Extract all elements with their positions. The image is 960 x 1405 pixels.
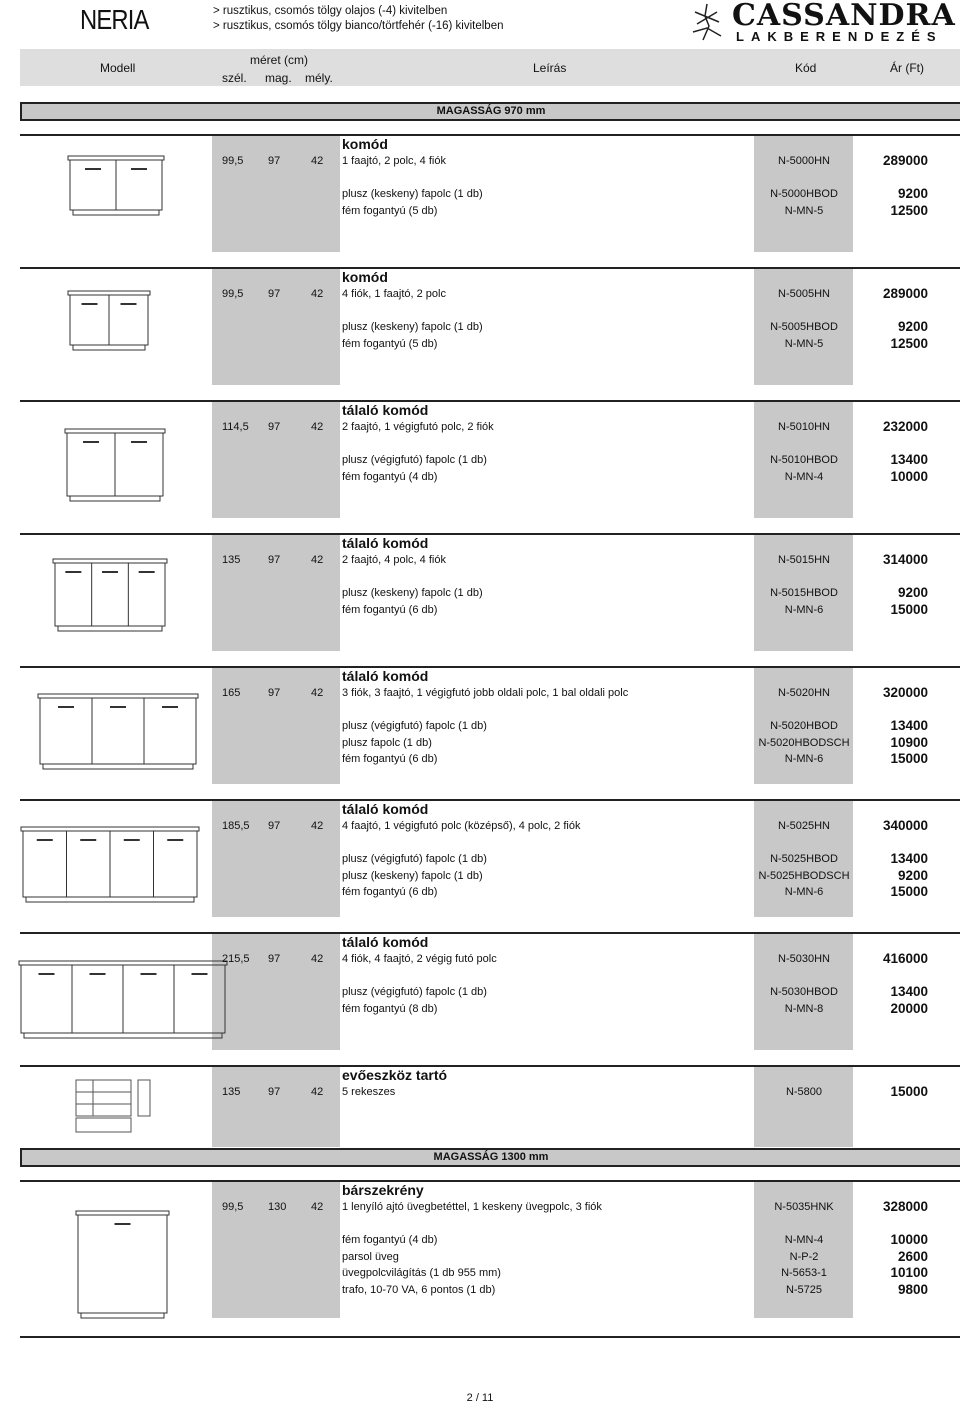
- code-column-bg: [754, 1067, 853, 1147]
- variant-2: > rusztikus, csomós tölgy bianco/törtfehér (-16) kivitelben: [213, 20, 504, 32]
- product-price: 320000: [882, 685, 928, 700]
- header-model: Modell: [100, 61, 136, 75]
- extra-description: fém fogantyú (8 db): [342, 1002, 438, 1015]
- extra-price: 10100: [890, 1265, 928, 1281]
- furniture-drawing-icon: [52, 558, 168, 633]
- extra-price: 10900: [890, 734, 928, 750]
- size-height: 130: [268, 1201, 287, 1213]
- extra-code: N-5005HBOD: [770, 321, 838, 333]
- extra-price: 9200: [897, 186, 928, 201]
- extra-code: N-5010HBOD: [770, 454, 838, 466]
- product-code: N-5020HN: [778, 687, 830, 699]
- size-width: 215,5: [222, 953, 250, 965]
- extra-code: N-5030HBOD: [770, 986, 838, 998]
- product-code: N-5030HN: [778, 953, 830, 965]
- product-description: 5 rekeszes: [342, 1086, 396, 1098]
- extra-description: plusz (keskeny) fapolc (1 db): [342, 321, 483, 333]
- header-width: szél.: [222, 71, 247, 85]
- extra-price: 9800: [897, 1282, 928, 1298]
- size-depth: 42: [311, 554, 324, 566]
- logo-tagline: LAKBERENDEZÉS: [736, 29, 943, 44]
- header-depth: mély.: [305, 71, 333, 85]
- product-title: tálaló komód: [342, 934, 429, 950]
- product-title: tálaló komód: [342, 801, 429, 817]
- extra-code: N-P-2: [789, 1250, 819, 1263]
- extra-description: plusz (keskeny) fapolc (1 db): [342, 587, 483, 599]
- size-depth: 42: [311, 155, 324, 167]
- variant-1: > rusztikus, csomós tölgy olajos (-4) kivitelben: [213, 5, 448, 17]
- product-code: N-5000HN: [778, 155, 830, 167]
- product-price: 289000: [882, 286, 928, 301]
- extra-price: 10000: [890, 1232, 928, 1247]
- size-height: 97: [268, 820, 281, 832]
- size-height: 97: [268, 554, 281, 566]
- size-column-bg: [212, 535, 340, 651]
- extra-code: N-MN-4: [784, 470, 824, 483]
- size-depth: 42: [311, 421, 324, 433]
- size-depth: 42: [311, 953, 324, 965]
- product-price: 340000: [882, 818, 928, 833]
- extra-code: N-5015HBOD: [770, 587, 838, 599]
- extra-price: 2600: [897, 1248, 928, 1264]
- size-height: 97: [268, 953, 281, 965]
- extra-price: 9200: [897, 867, 928, 883]
- size-height: 97: [268, 687, 281, 699]
- size-column-bg: [212, 402, 340, 518]
- extra-code: N-MN-6: [784, 886, 824, 899]
- product-price: 232000: [882, 419, 928, 434]
- product-code: N-5015HN: [778, 554, 830, 566]
- extra-price: 15000: [890, 884, 928, 900]
- product-description: 3 fiók, 3 faajtó, 1 végigfutó jobb oldali polc, 1 bal oldali polc: [342, 687, 629, 699]
- size-column-bg: [212, 801, 340, 917]
- extra-price: 15000: [890, 601, 928, 617]
- group-heading: MAGASSÁG 1300 mm: [20, 1148, 960, 1167]
- product-description: 1 lenyíló ajtó üvegbetéttel, 1 keskeny üvegpolc, 3 fiók: [342, 1201, 602, 1213]
- product-description: 1 faajtó, 2 polc, 4 fiók: [342, 155, 446, 167]
- product-price: 314000: [882, 552, 928, 567]
- size-width: 165: [222, 687, 241, 699]
- extra-code: N-MN-4: [784, 1234, 824, 1246]
- page-number: 2 / 11: [466, 1392, 494, 1404]
- cutlery-tray-drawing-icon: [75, 1078, 155, 1133]
- size-width: 99,5: [222, 1201, 244, 1213]
- size-height: 97: [268, 288, 281, 300]
- extra-description: fém fogantyú (4 db): [342, 1234, 438, 1246]
- product-description: 2 faajtó, 4 polc, 4 fiók: [342, 554, 446, 566]
- size-width: 135: [222, 1086, 241, 1098]
- extra-description: plusz (végigfutó) fapolc (1 db): [342, 853, 487, 865]
- product-code: N-5005HN: [778, 288, 830, 300]
- extra-description: fém fogantyú (5 db): [342, 204, 438, 217]
- header-description: Leírás: [533, 61, 567, 75]
- extra-code: N-MN-5: [784, 337, 824, 350]
- extra-price: 20000: [890, 1000, 928, 1016]
- header-price: Ár (Ft): [890, 61, 924, 75]
- furniture-drawing-icon: [75, 1210, 170, 1320]
- furniture-drawing-icon: [18, 960, 228, 1040]
- extra-description: plusz (végigfutó) fapolc (1 db): [342, 720, 487, 732]
- product-description: 4 fiók, 4 faajtó, 2 végig futó polc: [342, 953, 497, 965]
- product-code: N-5010HN: [778, 421, 830, 433]
- extra-price: 15000: [890, 751, 928, 767]
- product-code: N-5035HNK: [774, 1201, 834, 1213]
- product-title: tálaló komód: [342, 535, 429, 551]
- extra-description: fém fogantyú (6 db): [342, 753, 438, 766]
- furniture-drawing-icon: [67, 290, 151, 352]
- group-heading: MAGASSÁG 970 mm: [20, 102, 960, 121]
- extra-price: 13400: [890, 452, 928, 467]
- product-price: 328000: [882, 1199, 928, 1214]
- extra-code: N-MN-5: [784, 204, 824, 217]
- extra-price: 13400: [890, 851, 928, 866]
- product-code: N-5025HN: [778, 820, 830, 832]
- size-column-bg: [212, 934, 340, 1050]
- extra-code: N-5025HBOD: [770, 853, 838, 865]
- logo-name: CASSANDRA: [732, 0, 956, 33]
- product-description: 2 faajtó, 1 végigfutó polc, 2 fiók: [342, 421, 494, 433]
- product-title: komód: [342, 136, 388, 152]
- extra-description: plusz (végigfutó) fapolc (1 db): [342, 986, 487, 998]
- extra-description: fém fogantyú (4 db): [342, 470, 438, 483]
- product-title: evőeszköz tartó: [342, 1067, 448, 1083]
- header-height: mag.: [265, 71, 292, 85]
- extra-description: fém fogantyú (5 db): [342, 337, 438, 350]
- product-code: N-5800: [785, 1086, 823, 1098]
- extra-price: 9200: [897, 585, 928, 600]
- size-depth: 42: [311, 1201, 324, 1213]
- product-price: 416000: [882, 951, 928, 966]
- size-depth: 42: [311, 687, 324, 699]
- product-description: 4 fiók, 1 faajtó, 2 polc: [342, 288, 446, 300]
- extra-code: N-MN-8: [784, 1002, 824, 1015]
- extra-price: 10000: [890, 468, 928, 484]
- extra-description: trafo, 10-70 VA, 6 pontos (1 db): [342, 1284, 496, 1297]
- size-column-bg: [212, 136, 340, 252]
- extra-description: plusz (keskeny) fapolc (1 db): [342, 869, 483, 882]
- size-height: 97: [268, 1086, 281, 1098]
- extra-code: N-5020HBODSCH: [758, 736, 850, 749]
- size-width: 99,5: [222, 288, 244, 300]
- size-height: 97: [268, 155, 281, 167]
- divider: [20, 1336, 960, 1338]
- product-price: 15000: [890, 1084, 928, 1099]
- product-title: komód: [342, 269, 388, 285]
- extra-description: fém fogantyú (6 db): [342, 603, 438, 616]
- extra-description: plusz (végigfutó) fapolc (1 db): [342, 454, 487, 466]
- size-width: 114,5: [222, 421, 249, 433]
- product-title: bárszekrény: [342, 1182, 424, 1198]
- logo-figure-icon: [685, 2, 729, 44]
- extra-code: N-5000HBOD: [770, 188, 838, 200]
- size-depth: 42: [311, 288, 324, 300]
- size-column-bg: [212, 668, 340, 784]
- product-description: 4 faajtó, 1 végigfutó polc (középső), 4 polc, 2 fiók: [342, 820, 581, 832]
- size-width: 99,5: [222, 155, 244, 167]
- furniture-drawing-icon: [20, 826, 200, 904]
- extra-description: üvegpolcvilágítás (1 db 955 mm): [342, 1267, 501, 1280]
- extra-price: 12500: [890, 335, 928, 351]
- extra-description: plusz fapolc (1 db): [342, 736, 432, 749]
- furniture-drawing-icon: [67, 155, 165, 217]
- size-width: 185,5: [222, 820, 250, 832]
- extra-price: 12500: [890, 202, 928, 218]
- product-title: tálaló komód: [342, 668, 429, 684]
- cassandra-logo: [680, 0, 956, 44]
- extra-code: N-5025HBODSCH: [758, 869, 850, 882]
- extra-description: fém fogantyú (6 db): [342, 886, 438, 899]
- extra-price: 9200: [897, 319, 928, 334]
- extra-code: N-5020HBOD: [770, 720, 838, 732]
- header-code: Kód: [795, 61, 817, 75]
- column-header: [20, 49, 960, 86]
- product-price: 289000: [882, 153, 928, 168]
- size-column-bg: [212, 269, 340, 385]
- header-size: méret (cm): [250, 53, 308, 67]
- extra-price: 13400: [890, 718, 928, 733]
- extra-code: N-MN-6: [784, 753, 824, 766]
- furniture-drawing-icon: [64, 428, 166, 503]
- extra-price: 13400: [890, 984, 928, 999]
- extra-code: N-5653-1: [781, 1267, 827, 1280]
- size-depth: 42: [311, 1086, 324, 1098]
- brand-title: NERIA: [80, 4, 149, 35]
- size-width: 135: [222, 554, 241, 566]
- extra-description: parsol üveg: [342, 1250, 399, 1263]
- extra-description: plusz (keskeny) fapolc (1 db): [342, 188, 483, 200]
- size-column-bg: [212, 1067, 340, 1147]
- furniture-drawing-icon: [37, 693, 199, 771]
- product-title: tálaló komód: [342, 402, 429, 418]
- size-depth: 42: [311, 820, 324, 832]
- extra-code: N-5725: [785, 1284, 823, 1297]
- extra-code: N-MN-6: [784, 603, 824, 616]
- size-height: 97: [268, 421, 281, 433]
